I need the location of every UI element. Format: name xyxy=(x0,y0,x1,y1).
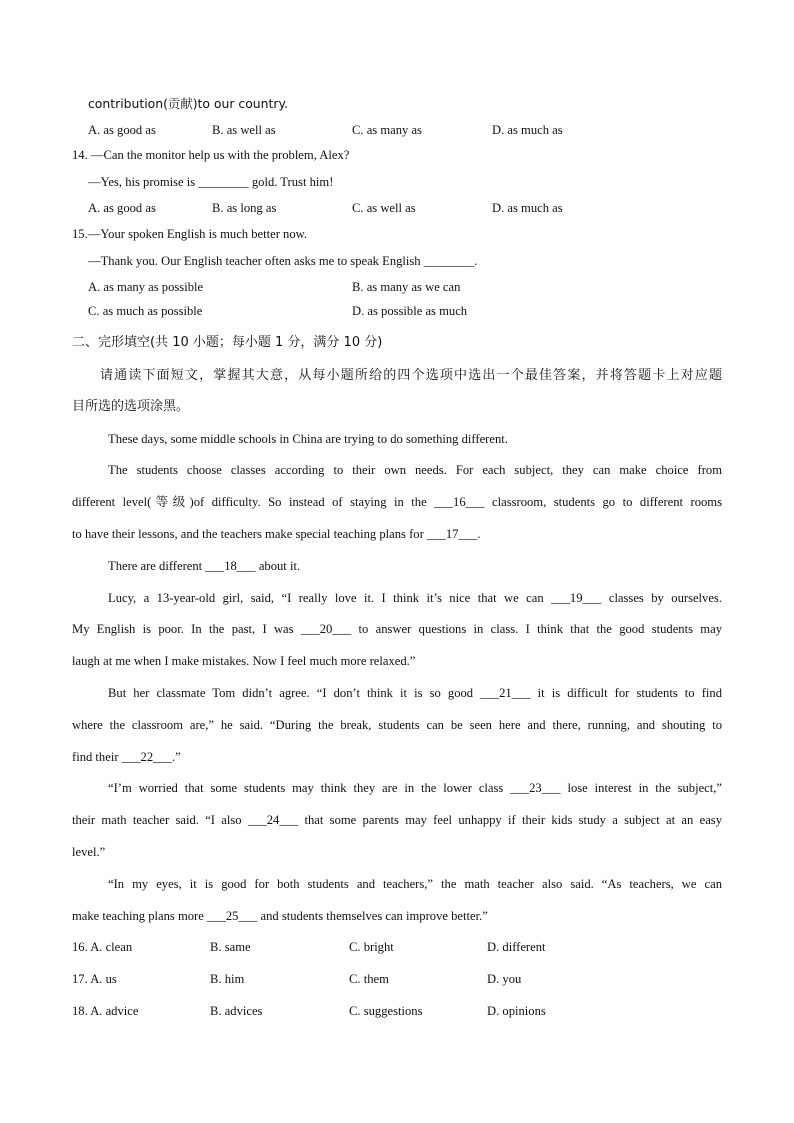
q13-option-c: C. as many as xyxy=(352,123,422,137)
q13-tail: contribution(贡献)to our country. xyxy=(88,96,288,111)
q16-option-c: C. bright xyxy=(349,940,394,954)
q18-option-a: 18. A. advice xyxy=(72,1004,139,1018)
q16-option-d: D. different xyxy=(487,940,546,954)
passage-line-1: These days, some middle schools in China are trying to do something different. xyxy=(108,432,508,446)
q14-option-d: D. as much as xyxy=(492,201,563,215)
q15-option-a: A. as many as possible xyxy=(88,280,204,294)
q14-stem: 14. —Can the monitor help us with the problem, Alex? xyxy=(72,148,350,162)
q13-option-a: A. as good as xyxy=(88,123,156,137)
q17-option-c: C. them xyxy=(349,972,389,986)
q16-option-a: 16. A. clean xyxy=(72,940,133,954)
q18-option-c: C. suggestions xyxy=(349,1004,423,1018)
q15-option-c: C. as much as possible xyxy=(88,304,203,318)
q14-option-b: B. as long as xyxy=(212,201,277,215)
q18-option-b: B. advices xyxy=(210,1004,263,1018)
q15-reply: —Thank you. Our English teacher often asks me to speak English ________. xyxy=(88,254,478,268)
q15-option-b: B. as many as we can xyxy=(352,280,461,294)
q14-option-a: A. as good as xyxy=(88,201,156,215)
q15-stem: 15.—Your spoken English is much better now. xyxy=(72,227,308,241)
passage-line-8: laugh at me when I make mistakes. Now I feel much more relaxed.” xyxy=(72,654,416,668)
passage-line-6: Lucy, a 13-year-old girl, said, “I really love it. I think it’s nice that we can ___19___ classes by ourselves. xyxy=(108,591,722,605)
passage-line-5: There are different ___18___ about it. xyxy=(108,559,301,573)
passage-line-10: where the classroom are,” he said. “During the break, students can be seen here and there, running, and shouting to xyxy=(72,718,722,732)
passage-line-11: find their ___22___.” xyxy=(72,750,181,764)
passage-line-9: But her classmate Tom didn’t agree. “I don’t think it is so good ___21___ it is difficult for students to find xyxy=(108,686,722,700)
passage-line-16: make teaching plans more ___25___ and students themselves can improve better.” xyxy=(72,909,488,923)
q16-option-b: B. same xyxy=(210,940,251,954)
passage-line-15: “In my eyes, it is good for both students and teachers,” the math teacher also said. “As teachers, we can xyxy=(108,877,722,891)
passage-line-13: their math teacher said. “I also ___24___ that some parents may feel unhappy if their kids study a subject at an easy xyxy=(72,813,722,827)
q13-option-b: B. as well as xyxy=(212,123,276,137)
section-instruction-line1: 请通读下面短文，掌握其大意，从每小题所给的四个选项中选出一个最佳答案，并将答题卡上对应题 xyxy=(100,368,722,383)
q18-option-d: D. opinions xyxy=(487,1004,546,1018)
q15-option-d: D. as possible as much xyxy=(352,304,468,318)
passage-line-4: to have their lessons, and the teachers make special teaching plans for ___17___. xyxy=(72,527,481,541)
q14-option-c: C. as well as xyxy=(352,201,416,215)
q13-option-d: D. as much as xyxy=(492,123,563,137)
q17-option-a: 17. A. us xyxy=(72,972,117,986)
q14-reply: —Yes, his promise is ________ gold. Trust him! xyxy=(88,175,334,189)
q17-option-b: B. him xyxy=(210,972,245,986)
passage-line-3: different level(等级)of difficulty. So instead of staying in the ___16___ classroom, students go to different rooms xyxy=(72,495,722,509)
passage-line-14: level.” xyxy=(72,845,106,859)
passage-line-7: My English is poor. In the past, I was ___20___ to answer questions in class. I think that the good students may xyxy=(72,622,722,636)
q17-option-d: D. you xyxy=(487,972,522,986)
passage-line-2: The students choose classes according to their own needs. For each subject, they can make choice from xyxy=(108,463,722,477)
passage-line-12: “I’m worried that some students may think they are in the lower class ___23___ lose interest in the subject,” xyxy=(108,781,722,795)
section-instruction-line2: 目所选的选项涂黑。 xyxy=(72,399,190,414)
section-heading: 二、完形填空(共 10 小题；每小题 1 分，满分 10 分) xyxy=(72,335,383,350)
